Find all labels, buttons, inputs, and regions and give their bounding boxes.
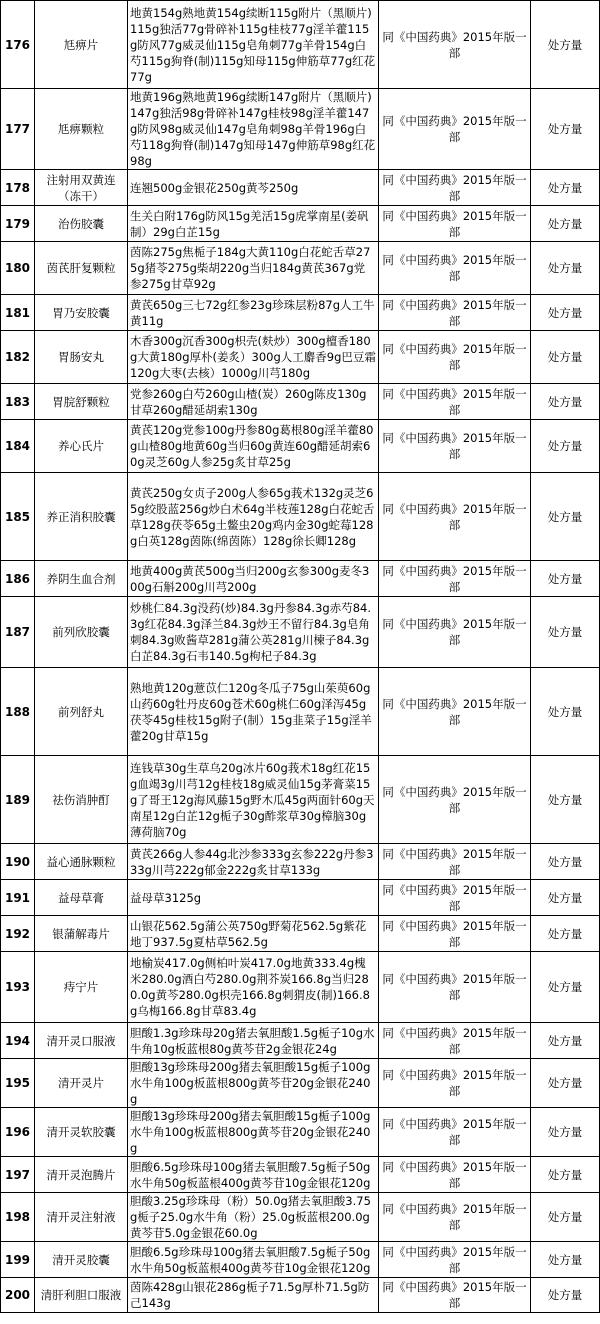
quantity-type: 处方量: [531, 420, 600, 473]
table-row: [1, 1023, 600, 1059]
table-row: [1, 242, 600, 295]
table-row: [1, 1193, 600, 1242]
product-name: 益母草膏: [35, 880, 128, 916]
quantity-type: 处方量: [531, 1242, 600, 1278]
standard-text: 同《中国药典》2015年版一部: [379, 384, 531, 420]
quantity-type: 处方量: [531, 952, 600, 1023]
formula-text: 黄芪250g女贞子200g人参65g莪术132g灵芝65g绞股蓝256g炒白术64g半枝莲128g白花蛇舌草128g茯苓65g土鳖虫20g鸡内金30g蛇莓128g白英128g茵陈(绵茵陈）128g徐长卿128g: [128, 473, 379, 561]
formula-text: 黄芪120g党参100g丹参80g葛根80g淫羊藿80g山楂80g地黄60g当归60g黄连60g醋延胡索60g灵芝60g人参25g炙甘草25g: [128, 420, 379, 473]
table-row: [1, 1, 600, 89]
standard-text: 同《中国药典》2015年版一部: [379, 597, 531, 668]
standard-text: 同《中国药典》2015年版一部: [379, 668, 531, 756]
product-name: 治伤胶囊: [35, 206, 128, 242]
standard-text: 同《中国药典》2015年版一部: [379, 561, 531, 597]
standard-text: 同《中国药典》2015年版一部: [379, 1193, 531, 1242]
row-number: 177: [1, 89, 35, 170]
product-name: 益心通脉颗粒: [35, 844, 128, 880]
standard-text: 同《中国药典》2015年版一部: [379, 242, 531, 295]
table-row: [1, 916, 600, 952]
table-row: [1, 1059, 600, 1108]
formula-text: 益母草3125g: [128, 880, 379, 916]
product-name: 痔宁片: [35, 952, 128, 1023]
row-number: 178: [1, 170, 35, 206]
table-row: [1, 206, 600, 242]
row-number: 183: [1, 384, 35, 420]
standard-text: 同《中国药典》2015年版一部: [379, 1242, 531, 1278]
row-number: 189: [1, 756, 35, 844]
quantity-type: 处方量: [531, 242, 600, 295]
row-number: 193: [1, 952, 35, 1023]
row-number: 180: [1, 242, 35, 295]
row-number: 191: [1, 880, 35, 916]
formula-text: 胆酸13g珍珠母200g猪去氧胆酸15g栀子100g水牛角100g板蓝根800g黄芩苷20g金银花240g: [128, 1108, 379, 1157]
standard-text: 同《中国药典》2015年版一部: [379, 89, 531, 170]
table-row: [1, 952, 600, 1023]
table-row: [1, 1108, 600, 1157]
row-number: 197: [1, 1157, 35, 1193]
standard-text: 同《中国药典》2015年版一部: [379, 916, 531, 952]
standard-text: 同《中国药典》2015年版一部: [379, 1157, 531, 1193]
table-row: [1, 420, 600, 473]
row-number: 179: [1, 206, 35, 242]
formula-text: 炒桃仁84.3g没药(炒)84.3g丹参84.3g赤芍84.3g红花84.3g泽兰84.3g炒王不留行84.3g皂角刺84.3g败酱草281g蒲公英281g川楝子84.3g白芷84.3g石韦140.5g枸杞子84.3g: [128, 597, 379, 668]
quantity-type: 处方量: [531, 597, 600, 668]
formula-text: 地榆炭417.0g侧柏叶炭417.0g地黄333.4g槐米280.0g酒白芍280.0g荆芥炭166.8g当归280.0g黄芩280.0g枳壳166.8g刺猬皮(制)166.8g乌梅166.8g甘草83.4g: [128, 952, 379, 1023]
product-name: 养正消积胶囊: [35, 473, 128, 561]
product-name: 前列欣胶囊: [35, 597, 128, 668]
standard-text: 同《中国药典》2015年版一部: [379, 473, 531, 561]
row-number: 185: [1, 473, 35, 561]
quantity-type: 处方量: [531, 1157, 600, 1193]
formula-text: 黄芪266g人参44g北沙参333g玄参222g丹参333g川芎222g郁金222g炙甘草133g: [128, 844, 379, 880]
table-row: [1, 561, 600, 597]
standard-text: 同《中国药典》2015年版一部: [379, 420, 531, 473]
product-name: 清开灵注射液: [35, 1193, 128, 1242]
standard-text: 同《中国药典》2015年版一部: [379, 1059, 531, 1108]
standard-text: 同《中国药典》2015年版一部: [379, 844, 531, 880]
formula-text: 生关白附176g防风15g羌活15g虎掌南星(姜矾制）29g白芷15g: [128, 206, 379, 242]
standard-text: 同《中国药典》2015年版一部: [379, 880, 531, 916]
formula-text: 胆酸3.25g珍珠母（粉）50.0g猪去氧胆酸3.75g栀子25.0g水牛角（粉）25.0g板蓝根200.0g黄芩苷5.0g金银花60.0g: [128, 1193, 379, 1242]
formula-text: 木香300g沉香300g枳壳(麸炒）300g檀香180g大黄180g厚朴(姜炙）300g人工麝香9g巴豆霜120g大枣(去核）1000g川芎180g: [128, 331, 379, 384]
quantity-type: 处方量: [531, 89, 600, 170]
product-name: 清开灵胶囊: [35, 1242, 128, 1278]
row-number: 195: [1, 1059, 35, 1108]
product-name: 清开灵口服液: [35, 1023, 128, 1059]
product-name: 胃肠安丸: [35, 331, 128, 384]
formula-text: 地黄154g熟地黄154g续断115g附片（黑顺片)115g独活77g骨碎补115g桂枝77g淫羊藿115g防风77g威灵仙115g皂角刺77g羊骨154g白芍115g狗脊(制)115g知母115g伸筋草77g红花77g: [128, 1, 379, 89]
row-number: 194: [1, 1023, 35, 1059]
standard-text: 同《中国药典》2015年版一部: [379, 295, 531, 331]
quantity-type: 处方量: [531, 206, 600, 242]
product-name: 尪痹片: [35, 1, 128, 89]
standard-text: 同《中国药典》2015年版一部: [379, 1108, 531, 1157]
product-name: 尪痹颗粒: [35, 89, 128, 170]
standard-text: 同《中国药典》2015年版一部: [379, 331, 531, 384]
quantity-type: 处方量: [531, 1059, 600, 1108]
formula-text: 连钱草30g生草乌20g冰片60g莪术18g红花15g血竭3g川芎12g桂枝18g威灵仙15g茅膏菜15g了哥王12g海风藤15g野木瓜45g两面针60g天南星12g白芷12g栀子30g酢浆草30g樟脑30g薄荷脑70g: [128, 756, 379, 844]
row-number: 176: [1, 1, 35, 89]
quantity-type: 处方量: [531, 1278, 600, 1313]
table-row: [1, 756, 600, 844]
standard-text: 同《中国药典》2015年版一部: [379, 1023, 531, 1059]
quantity-type: 处方量: [531, 561, 600, 597]
table-row: [1, 597, 600, 668]
formula-text: 黄芪650g三七72g红参23g珍珠层粉87g人工牛黄11g: [128, 295, 379, 331]
formula-text: 山银花562.5g蒲公英750g野菊花562.5g紫花地丁937.5g夏枯草562.5g: [128, 916, 379, 952]
row-number: 200: [1, 1278, 35, 1313]
product-name: 清开灵片: [35, 1059, 128, 1108]
product-name: 养心氏片: [35, 420, 128, 473]
quantity-type: 处方量: [531, 880, 600, 916]
formula-text: 地黄400g黄芪500g当归200g玄参300g麦冬300g石斛200g川芎200g: [128, 561, 379, 597]
table-row: [1, 384, 600, 420]
quantity-type: 处方量: [531, 756, 600, 844]
standard-text: 同《中国药典》2015年版一部: [379, 170, 531, 206]
table-row: [1, 844, 600, 880]
table-row: [1, 1242, 600, 1278]
table-row: [1, 668, 600, 756]
table-row: [1, 170, 600, 206]
formula-text: 胆酸13g珍珠母200g猪去氧胆酸15g栀子100g水牛角100g板蓝根800g黄芩苷20g金银花240g: [128, 1059, 379, 1108]
row-number: 188: [1, 668, 35, 756]
standard-text: 同《中国药典》2015年版一部: [379, 952, 531, 1023]
quantity-type: 处方量: [531, 1108, 600, 1157]
quantity-type: 处方量: [531, 1023, 600, 1059]
quantity-type: 处方量: [531, 1193, 600, 1242]
product-name: 胃脘舒颗粒: [35, 384, 128, 420]
product-name: 前列舒丸: [35, 668, 128, 756]
quantity-type: 处方量: [531, 384, 600, 420]
standard-text: 同《中国药典》2015年版一部: [379, 756, 531, 844]
row-number: 181: [1, 295, 35, 331]
formula-table-body: [1, 1, 600, 1313]
row-number: 196: [1, 1108, 35, 1157]
product-name: 清肝利胆口服液: [35, 1278, 128, 1313]
row-number: 182: [1, 331, 35, 384]
quantity-type: 处方量: [531, 170, 600, 206]
formula-text: 地黄196g熟地黄196g续断147g附片（黑顺片)147g独活98g骨碎补147g桂枝98g淫羊藿147g防风98g威灵仙147g皂角刺98g羊骨196g白芍118g狗脊(制)147g知母147g伸筋草98g红花98g: [128, 89, 379, 170]
row-number: 199: [1, 1242, 35, 1278]
table-row: [1, 331, 600, 384]
row-number: 184: [1, 420, 35, 473]
formula-text: 茵陈275g焦栀子184g大黄110g白花蛇舌草275g猪苓275g柴胡220g当归184g黄芪367g党参275g甘草92g: [128, 242, 379, 295]
formula-text: 熟地黄120g薏苡仁120g冬瓜子75g山茱萸60g山药60g牡丹皮60g苍术60g桃仁60g泽泻45g茯苓45g桂枝15g附子(制）15g韭菜子15g淫羊藿20g甘草15g: [128, 668, 379, 756]
standard-text: 同《中国药典》2015年版一部: [379, 206, 531, 242]
table-row: [1, 1278, 600, 1313]
row-number: 190: [1, 844, 35, 880]
product-name: 胃乃安胶囊: [35, 295, 128, 331]
quantity-type: 处方量: [531, 331, 600, 384]
formula-text: 茵陈428g山银花286g栀子71.5g厚朴71.5g防己143g: [128, 1278, 379, 1313]
table-row: [1, 89, 600, 170]
row-number: 186: [1, 561, 35, 597]
table-row: [1, 295, 600, 331]
product-name: 养阴生血合剂: [35, 561, 128, 597]
quantity-type: 处方量: [531, 295, 600, 331]
formula-text: 连翘500g金银花250g黄芩250g: [128, 170, 379, 206]
quantity-type: 处方量: [531, 844, 600, 880]
product-name: 茵芪肝复颗粒: [35, 242, 128, 295]
product-name: 清开灵泡腾片: [35, 1157, 128, 1193]
product-name: 银蒲解毒片: [35, 916, 128, 952]
formula-text: 党参260g白芍260g山楂(炭）260g陈皮130g甘草260g醋延胡索130g: [128, 384, 379, 420]
formula-text: 胆酸6.5g珍珠母100g猪去氧胆酸7.5g栀子50g水牛角50g板蓝根400g黄芩苷10g金银花120g: [128, 1242, 379, 1278]
table-row: [1, 880, 600, 916]
product-name: 祛伤消肿酊: [35, 756, 128, 844]
standard-text: 同《中国药典》2015年版一部: [379, 1, 531, 89]
formula-text: 胆酸1.3g珍珠母20g猪去氧胆酸1.5g栀子10g水牛角10g板蓝根80g黄芩苷2g金银花24g: [128, 1023, 379, 1059]
table-row: [1, 473, 600, 561]
product-name: 注射用双黄连（冻干）: [35, 170, 128, 206]
row-number: 192: [1, 916, 35, 952]
quantity-type: 处方量: [531, 916, 600, 952]
row-number: 187: [1, 597, 35, 668]
product-name: 清开灵软胶囊: [35, 1108, 128, 1157]
standard-text: 同《中国药典》2015年版一部: [379, 1278, 531, 1313]
table-row: [1, 1157, 600, 1193]
formula-text: 胆酸6.5g珍珠母100g猪去氧胆酸7.5g栀子50g水牛角50g板蓝根400g黄芩苷10g金银花120g: [128, 1157, 379, 1193]
quantity-type: 处方量: [531, 1, 600, 89]
quantity-type: 处方量: [531, 473, 600, 561]
row-number: 198: [1, 1193, 35, 1242]
quantity-type: 处方量: [531, 668, 600, 756]
